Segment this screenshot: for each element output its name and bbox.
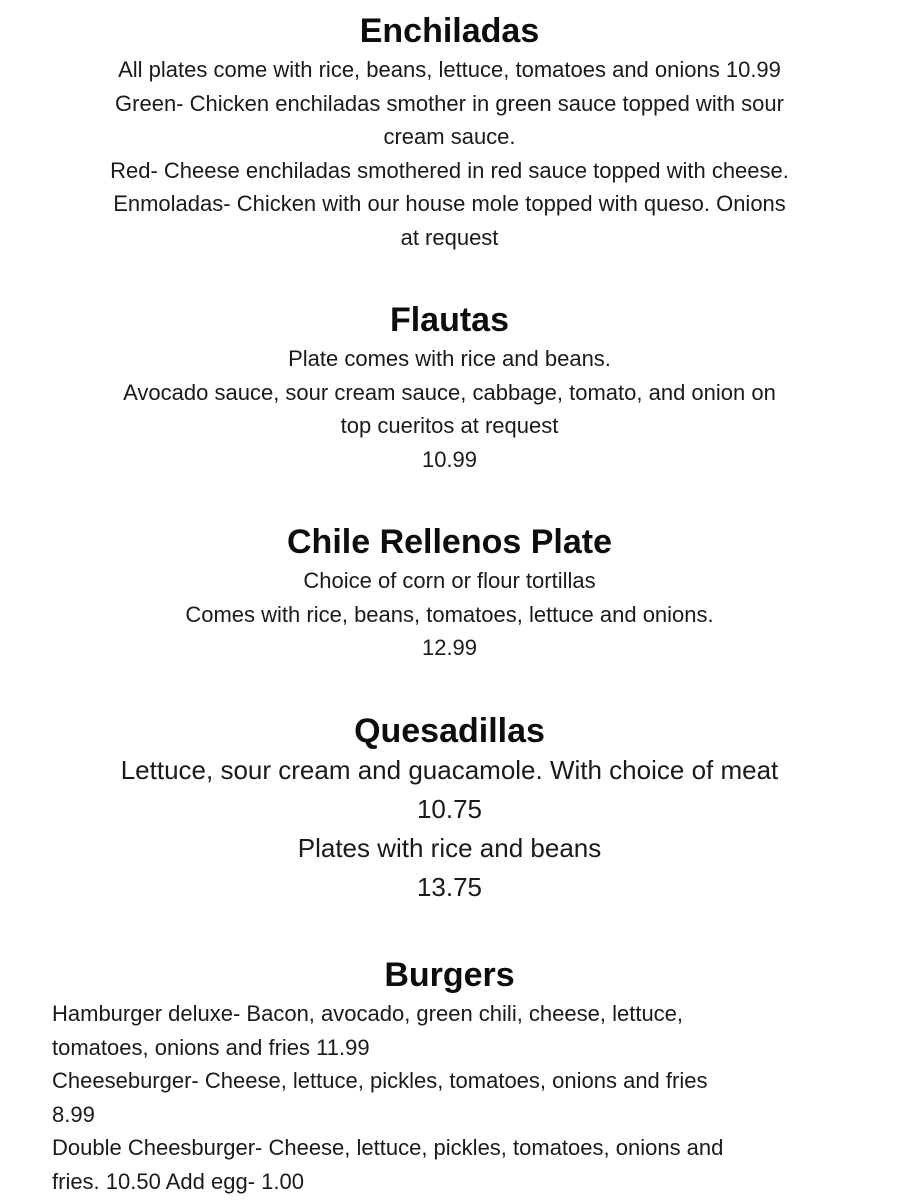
flautas-line: Plate comes with rice and beans. bbox=[288, 346, 611, 371]
chile-rellenos-line: Comes with rice, beans, tomatoes, lettuce and onions. bbox=[185, 601, 714, 627]
enchiladas-line: Enmoladas- Chicken with our house mole topped with queso. Onions bbox=[113, 191, 786, 216]
chile-rellenos-section bbox=[0, 522, 899, 665]
quesadillas-line: Lettuce, sour cream and guacamole. With choice of meat bbox=[120, 755, 779, 785]
flautas-section bbox=[0, 300, 899, 476]
burgers-list bbox=[0, 997, 899, 1198]
flautas-line: Avocado sauce, sour cream sauce, cabbage, tomato, and onion on bbox=[123, 379, 776, 405]
flautas-heading: Flautas bbox=[389, 301, 510, 339]
burgers-heading: Burgers bbox=[384, 956, 515, 994]
chile-rellenos-heading: Chile Rellenos Plate bbox=[287, 523, 612, 561]
flautas-line: 10.99 bbox=[421, 446, 478, 472]
enchiladas-line: Green- Chicken enchiladas smother in green sauce topped with sour bbox=[115, 90, 784, 116]
enchiladas-line: at request bbox=[400, 224, 499, 250]
enchiladas-heading: Enchiladas bbox=[359, 12, 540, 50]
chile-rellenos-line: Choice of corn or flour tortillas bbox=[303, 568, 596, 593]
burgers-line: Hamburger deluxe- Bacon, avocado, green chili, cheese, lettuce, bbox=[52, 1001, 684, 1026]
enchiladas-section bbox=[0, 11, 899, 254]
enchiladas-line: All plates come with rice, beans, lettuce, tomatoes and onions 10.99 bbox=[118, 57, 781, 82]
flautas-line: top cueritos at request bbox=[340, 413, 559, 438]
burgers-section bbox=[0, 955, 899, 1198]
burgers-line: fries. 10.50 Add egg- 1.00 bbox=[52, 1168, 304, 1194]
enchiladas-line: cream sauce. bbox=[383, 124, 516, 149]
quesadillas-line: 10.75 bbox=[416, 794, 483, 824]
chile-rellenos-line: 12.99 bbox=[421, 635, 478, 660]
burgers-line: 8.99 bbox=[52, 1101, 95, 1127]
quesadillas-line: Plates with rice and beans bbox=[297, 833, 602, 863]
quesadillas-line: 13.75 bbox=[416, 872, 483, 902]
burgers-line: Cheeseburger- Cheese, lettuce, pickles, tomatoes, onions and fries bbox=[52, 1068, 708, 1093]
enchiladas-line: Red- Cheese enchiladas smothered in red sauce topped with cheese. bbox=[110, 157, 789, 183]
burgers-line: Double Cheesburger- Cheese, lettuce, pickles, tomatoes, onions and bbox=[52, 1135, 724, 1160]
quesadillas-section bbox=[0, 711, 899, 907]
quesadillas-heading: Quesadillas bbox=[354, 712, 545, 750]
burgers-line: tomatoes, onions and fries 11.99 bbox=[52, 1034, 370, 1060]
